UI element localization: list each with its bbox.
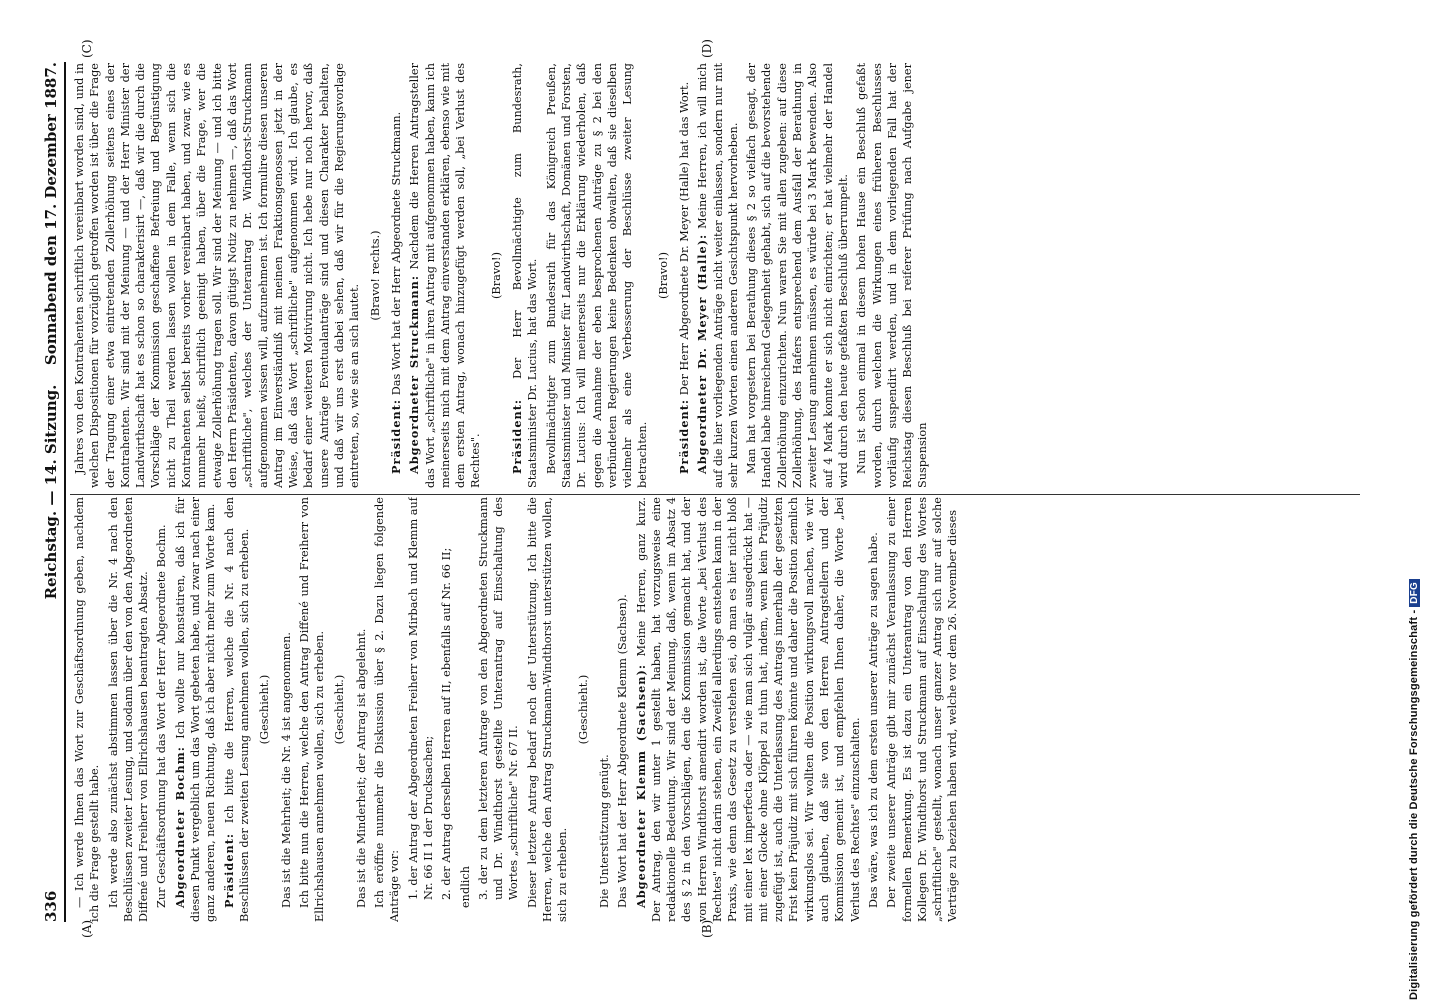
- paragraph-text: Das ist die Mehrheit; die Nr. 4 ist angenommen.: [279, 632, 293, 908]
- right-text-column: [72, 63, 1352, 488]
- stage-direction: [489, 63, 504, 488]
- footer-credit: [1408, 40, 1420, 1000]
- paragraph-text: (Bravo! rechts.): [368, 230, 382, 321]
- paragraph-text: Meine Herren, ich will mich auf die hier vorliegenden Anträge nicht weiter einlassen, sondern nur mit sehr kurzen Worten einen anderen Gesichtspunkt hervorheben.: [696, 63, 740, 488]
- paragraph: [72, 63, 363, 488]
- stage-direction: [332, 497, 347, 922]
- speaker-name: Abgeordneter Dr. Meyer (Halle):: [695, 233, 710, 474]
- page-header: [40, 62, 66, 922]
- paragraph-text: Ich werde also zunächst abstimmen lassen über die Nr. 4 nach den Beschlüssen zweiter Lesung, und sodann über den von den Abgeordneten Diffené und Freiherr von Ellrichshausen beantragten Absatz.: [106, 497, 151, 922]
- paragraph: [695, 63, 741, 488]
- paragraph-text: Der Herr Bevollmächtigte zum Bundesrath, Staatsminister Dr. Lucius, hat das Wort.: [511, 63, 540, 488]
- margin-marker-c: (C): [80, 39, 94, 58]
- paragraph-text: — Ich werde Ihnen das Wort zur Geschäftsordnung geben, nachdem ich die Frage gestellt habe.: [73, 497, 102, 922]
- session-title: Reichstag. — 14. Sitzung.: [42, 384, 60, 600]
- stage-direction: [257, 497, 272, 922]
- speaker-name: Abgeordneter Klemm (Sachsen):: [633, 664, 648, 908]
- paragraph-text: Das wäre, was ich zu dem ersten unserer Anträge zu sagen habe.: [866, 532, 880, 908]
- paragraph: [510, 63, 541, 488]
- speaker-name: Präsident:: [388, 398, 403, 474]
- paragraph: [297, 497, 328, 922]
- paragraph-text: (Geschieht.): [333, 674, 347, 745]
- paragraph: [279, 497, 294, 922]
- paragraph-text: Nachdem die Herren Antragsteller das Wort „schriftliche" in ihren Antrag mit aufgenommen haben, kann ich meinerseits mich mit dem Antrag einverstanden erklären, ebenso wie mit dem ersten Antrag, wonach hinzugefügt werden soll, „bei Verlust des Rechtes".: [408, 63, 483, 488]
- speaker-name: Präsident:: [676, 398, 691, 474]
- speaker-name: Präsident:: [510, 398, 525, 474]
- paragraph-text: Das ist die Minderheit; der Antrag ist abgelehnt.: [354, 628, 368, 908]
- session-date: Sonnabend den 17. Dezember 1887.: [42, 62, 60, 366]
- margin-marker-b: (B): [700, 919, 714, 938]
- paragraph-text: Das Wort hat der Herr Abgeordnete Klemm (Sachsen).: [616, 594, 630, 908]
- paragraph-text: (Geschieht.): [258, 674, 272, 745]
- paragraph-text: (Bravo!): [656, 252, 670, 299]
- margin-marker-d: (D): [700, 39, 714, 58]
- paragraph: [407, 63, 483, 488]
- speaker-name: Abgeordneter Bochm:: [172, 746, 187, 908]
- paragraph: [372, 497, 403, 922]
- paragraph-text: Dieser letztere Antrag bedarf noch der Unterstützung. Ich bitte die Herren, welche den Antrag Struckmann-Windthorst unterstützen wollen, sich zu erheben.: [525, 497, 570, 922]
- paragraph: [597, 497, 612, 922]
- page-number: 336: [42, 890, 60, 922]
- paragraph-text: 3. der zu dem letzteren Antrage von den Abgeordneten Struckmann und Dr. Windthorst gestellte Unterantrag auf Einschaltung des Wortes „schriftliche" Nr. 67 II.: [476, 497, 521, 900]
- paragraph: [173, 497, 219, 922]
- paragraph-text: Ich bitte nun die Herren, welche den Antrag Diffené und Freiherr von Ellrichshausen annehmen wollen, sich zu erheben.: [297, 497, 327, 922]
- paragraph: [72, 497, 103, 922]
- paragraph: [744, 63, 851, 488]
- footer-strip: [1408, 0, 1430, 1000]
- speaker-name: Abgeordneter Struckmann:: [407, 274, 422, 474]
- paragraph-text: Der Herr Abgeordnete Dr. Meyer (Halle) hat das Wort.: [677, 81, 691, 396]
- paragraph: [634, 497, 863, 922]
- header-rule: [64, 62, 66, 922]
- left-text-column: [72, 497, 1352, 922]
- paragraph: [854, 63, 930, 488]
- paragraph: [866, 497, 881, 922]
- paragraph-text: Nun ist schon einmal in diesem hohen Hause ein Beschluß gefaßt worden, durch welchen die Wirkungen eines früheren Beschlusses vorläufig suspendirt werden, und in dem vorliegenden Fall hat der Reichstag diesen Beschluß bei reiferer Prüfung nach Aufgabe jener Suspension: [855, 63, 930, 488]
- paragraph: [544, 63, 651, 488]
- paragraph: [222, 497, 253, 922]
- stage-direction: [656, 63, 671, 488]
- dfg-logo: DFG: [1409, 579, 1420, 607]
- paragraph-text: (Bravo!): [489, 252, 503, 299]
- paragraph: [439, 497, 454, 922]
- paragraph-text: Jahres von den Kontrahenten schriftlich vereinbart worden sind, und in welchen Dispositionen für vorzüglich getroffen worden ist über die Frage der Tragung einer etwa eintretenden Zollerhöhung seitens eines der Kontrahenten. Wir sind mit der Meinung — und der Herr Minister der Landwirthschaft hat es schon so charakterisirt —, daß wir die durch die Vorschläge der Kommission geschaffene Befreiung und Begünstigung nicht zu Theil werden lassen wollen in dem Falle, wenn sich die Kontrahenten selbst bereits vorher vereinbart haben, und zwar, wie es nunmehr heißt, schriftlich geeinigt haben, über die Frage, wer die etwaige Zollerhöhung tragen soll. Wir sind der Meinung — und ich bitte den Herrn Präsidenten, davon gütigst Notiz zu nehmen —, daß das Wort „schriftliche", welches der Unterantrag Dr. Windthorst-Struckmann aufgenommen wissen will, aufzunehmen ist. Ich formulire diesen unseren Antrag im Einverständniß mit meinen Fraktionsgenossen jetzt in der Weise, daß das Wort „schriftliche" aufgenommen wird. Ich glaube, es bedarf einer weiteren Motivirung nicht. Ich hebe nur noch hervor, daß unsere Anträge Eventualanträge sind und diesen Charakter behalten, und daß wir uns erst dabei sehen, daß wir für die Regierungsvorlage eintreten, so, wie sie an sich lautet.: [73, 63, 362, 488]
- paragraph-text: Das Wort hat der Herr Abgeordnete Struckmann.: [389, 111, 403, 396]
- paragraph: [406, 497, 437, 922]
- paragraph-text: Bevollmächtigter zum Bundesrath für das Königreich Preußen, Staatsminister und Minister für Landwirthschaft, Domänen und Forsten, Dr. Lucius: Ich will meinerseits nur die Erklärung wiederholen, daß gegen die Annahme der eben besprochenen Anträge zu § 2 bei den verbündeten Regierungen keine Bedenken obwalten, daß sie dieselben vielmehr als eine Verbesserung der Beschlüsse zweiter Lesung betrachten.: [544, 63, 650, 488]
- paragraph: [677, 63, 692, 488]
- paragraph: [525, 497, 571, 922]
- paragraph-text: Die Unterstützung genügt.: [597, 754, 611, 908]
- footer-credit-text: Digitalisierung gefördert durch die Deutsche Forschungsgemeinschaft -: [1408, 609, 1420, 1000]
- paragraph-text: Ich eröffne nunmehr die Diskussion über § 2. Dazu liegen folgende Anträge vor:: [373, 497, 402, 922]
- paragraph-text: (Geschieht.): [576, 674, 590, 745]
- paragraph: [389, 63, 404, 488]
- paragraph-text: Der zweite unserer Anträge gibt mir zunächst Veranlassung zu einer formellen Bemerkung. Es ist dazu ein Unterantrag von den Herren Kollegen Dr. Windthorst und Struckmann auf Einschaltung des Wortes „schriftliche" gestellt, wonach unser ganzer Antrag sich nur auf solche Verträge zu beziehen haben wird, welche vor dem 26. November dieses: [885, 497, 960, 922]
- margin-marker-a: (A): [80, 919, 94, 938]
- column-divider: [70, 494, 1360, 495]
- paragraph: [615, 497, 630, 922]
- paragraph: [458, 497, 473, 922]
- paragraph: [476, 497, 522, 922]
- paragraph-text: Zur Geschäftsordnung hat das Wort der Herr Abgeordnete Bochm.: [155, 524, 169, 908]
- stage-direction: [576, 497, 591, 922]
- paragraph-text: 1. der Antrag der Abgeordneten Freiherr von Mirbach und Klemm auf Nr. 66 II 1 der Drucksachen;: [406, 497, 435, 900]
- paragraph: [354, 497, 369, 922]
- paragraph-text: Ich wollte nur konstatiren, daß ich für diesen Punkt vergeblich um das Wort gebeten habe, und zwar nach einer ganz anderen, neuen Richtung, daß ich aber nicht mehr zum Worte kam.: [173, 497, 218, 922]
- paragraph: [106, 497, 152, 922]
- stage-direction: [368, 63, 383, 488]
- paragraph-text: Meine Herren, ganz kurz. Der Antrag, den wir unter 1 gestellt haben, hat vorzugsweise eine redaktionelle Bedeutung. Wir sind der Meinung, daß, wenn im Absatz 4 des § 2 in den Vorschlägen, den die Kommission gemacht hat, und der von Herren Windthorst amendirt worden ist, die Worte „bei Verlust des Rechtes" nicht darin stehen, ein Zweifel allerdings entstehen kann in der Praxis, wie denn das Gesetz zu verstehen sei, ob man es hier nicht bloß mit einer lex imperfecta oder — wie man sich vulgär ausgedrückt hat — mit einer Glocke ohne Klöppel zu thun hat, indem, wenn kein Präjudiz zugefügt ist, auch die Unterlassung des Antrags innerhalb der gesetzten Frist kein Präjudiz mit sich führen könnte und daher die Position ziemlich wirkungslos sei. Wir wollten die Position wirkungsvoll machen, wie wir auch glauben, daß sie von den Herren Antragstellern und der Kommission gemeint ist, und empfehlen Ihnen daher, die Worte „bei Verlust des Rechtes" einzuschalten.: [634, 497, 862, 922]
- paragraph-text: 2. der Antrag derselben Herren auf II, ebenfalls auf Nr. 66 II;: [440, 547, 454, 900]
- paragraph: [154, 497, 169, 922]
- paragraph-text: endlich: [458, 865, 472, 908]
- paragraph-text: Man hat vorgestern bei Berathung dieses § 2 so vielfach gesagt, der Handel habe hinreichend Gelegenheit gehabt, sich auf die bevorstehende Zollerhöhung einzurichten. Nun waren Sie mit allen zugeben: auf diese Zollerhöhung, des Hafers entsprechend dem Ausfall der Berathung in zweiter Lesung annehmen müssen, es würde bei 3 Mark bewenden. Also auf 4 Mark konnte er sich nicht einrichten; er hat vielmehr der Handel wird durch den heute gefaßten Beschluß überrumpelt.: [745, 63, 850, 488]
- paragraph: [884, 497, 960, 922]
- speaker-name: Präsident:: [221, 832, 236, 908]
- paragraph-text: Ich bitte die Herren, welche die Nr. 4 nach den Beschlüssen der zweiten Lesung annehmen wollen, sich zu erheben.: [222, 497, 251, 922]
